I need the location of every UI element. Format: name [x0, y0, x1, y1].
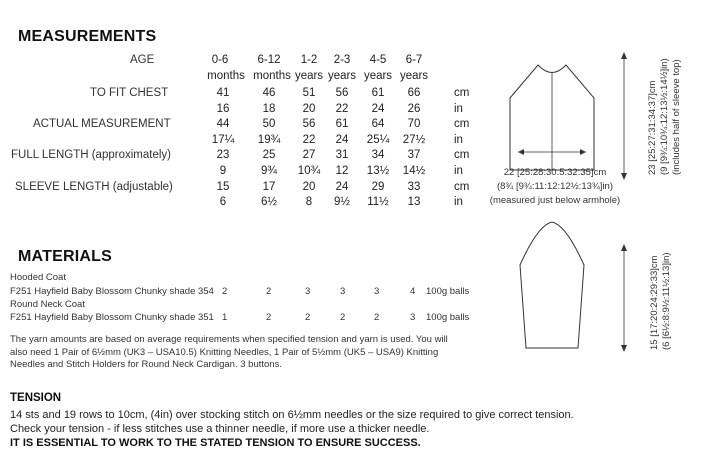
row-value: 41 — [216, 87, 230, 99]
row-value: 25 — [262, 149, 276, 162]
row-value: 34 — [371, 149, 385, 162]
size-bottom: years — [363, 70, 393, 82]
row-value: 8 — [305, 196, 313, 209]
tension-line2: Check your tension - if less stitches use a thinner needle, if more use a thicker needle. — [10, 423, 430, 435]
row-unit: cm — [454, 118, 470, 131]
material-quantity: 2 — [340, 312, 346, 323]
row-value: 12 — [335, 165, 349, 177]
measurements-heading: MEASUREMENTS — [18, 28, 157, 45]
size-bottom: months — [207, 70, 245, 82]
size-top: 0-6 — [211, 54, 229, 66]
material-quantity: 1 — [222, 312, 228, 323]
body-length-in: (9 [9¾:10¾:12:13½:14½]in) — [659, 58, 670, 175]
material-quantity: 3 — [305, 286, 311, 297]
row-value: 24 — [371, 102, 385, 115]
row-value: 20 — [302, 180, 316, 193]
row-unit: cm — [454, 87, 470, 99]
tension-line1: 14 sts and 19 rows to 10cm, (4in) over stocking stitch on 6½mm needles or the size required to give correct tension. — [10, 409, 574, 421]
sleeve-length-cm: 15 [17:20:24:29:33]cm — [649, 255, 660, 350]
row-value: 19¾ — [257, 133, 281, 146]
row-value: 6 — [219, 196, 227, 209]
size-bottom: months — [253, 70, 291, 82]
row-value: 18 — [262, 102, 276, 115]
row-value: 13 — [407, 196, 421, 209]
row-unit: cm — [454, 180, 470, 193]
material-quantity: 2 — [266, 312, 272, 323]
row-value: 17¼ — [211, 133, 235, 146]
row-value: 70 — [407, 118, 421, 131]
row-value: 56 — [302, 118, 316, 131]
row-value: 10¾ — [297, 165, 321, 177]
row-value: 20 — [302, 102, 316, 115]
material-quantity: 2 — [374, 312, 380, 323]
material-yarn: F251 Hayfield Baby Blossom Chunky shade 354 — [10, 286, 214, 297]
row-value: 56 — [335, 87, 349, 99]
material-quantity: 3 — [410, 312, 416, 323]
row-label: TO FIT CHEST — [90, 87, 169, 99]
sleeve-outline — [520, 222, 584, 348]
row-value: 14½ — [402, 165, 426, 177]
row-value: 33 — [407, 180, 421, 193]
body-width-note: (measured just below armhole) — [489, 195, 621, 206]
row-label: FULL LENGTH (approximately) — [11, 149, 171, 162]
material-title: Hooded Coat — [10, 272, 66, 283]
row-unit: in — [454, 133, 463, 146]
tension-line3: IT IS ESSENTIAL TO WORK TO THE STATED TENSION TO ENSURE SUCCESS. — [10, 437, 421, 449]
material-quantity: 2 — [305, 312, 311, 323]
row-value: 15 — [216, 180, 230, 193]
row-value: 51 — [302, 87, 316, 99]
material-quantity: 3 — [340, 286, 346, 297]
material-unit: 100g balls — [426, 312, 470, 323]
row-value: 6½ — [261, 196, 277, 209]
row-value: 24 — [335, 180, 349, 193]
material-quantity: 3 — [374, 286, 380, 297]
size-top: 4-5 — [369, 54, 387, 66]
row-value: 24 — [335, 133, 349, 146]
age-label: AGE — [130, 54, 155, 66]
row-value: 23 — [216, 149, 230, 162]
row-value: 66 — [407, 87, 421, 99]
tension-heading: TENSION — [10, 392, 62, 404]
row-unit: in — [454, 196, 463, 209]
row-value: 17 — [262, 180, 276, 193]
size-bottom: years — [327, 70, 357, 82]
body-length-note: (includes half of sleeve top) — [671, 59, 682, 175]
size-top: 2-3 — [333, 54, 351, 66]
size-top: 1-2 — [300, 54, 318, 66]
row-value: 31 — [335, 149, 349, 162]
material-title: Round Neck Coat — [10, 299, 85, 310]
material-quantity: 2 — [222, 286, 228, 297]
row-value: 16 — [216, 102, 230, 115]
row-value: 22 — [302, 133, 316, 146]
material-quantity: 2 — [266, 286, 272, 297]
body-length-cm: 23 [25:27:31:34:37]cm — [647, 80, 658, 175]
size-bottom: years — [399, 70, 429, 82]
row-value: 9 — [219, 165, 227, 177]
row-unit: in — [454, 165, 463, 177]
materials-heading: MATERIALS — [18, 248, 112, 265]
size-bottom: years — [294, 70, 324, 82]
materials-note: The yarn amounts are based on average requirements when specified tension and yarn is used. You will also need 1 Pair of 6½mm (UK3 – USA10.5) Knitting Needles, 1 Pair of 5½mm (UK5 – USA9) Knitting Needles and Stitch Holders for Round Neck Cardigan. 3 buttons. — [10, 334, 448, 370]
row-value: 27½ — [402, 133, 426, 146]
row-value: 44 — [216, 118, 230, 131]
row-value: 37 — [407, 149, 421, 162]
row-value: 27 — [302, 149, 316, 162]
row-value: 13½ — [366, 165, 390, 177]
row-value: 11½ — [367, 196, 389, 209]
row-value: 46 — [262, 87, 276, 99]
row-value: 26 — [407, 102, 421, 115]
row-unit: cm — [454, 149, 470, 162]
row-value: 25¼ — [366, 133, 390, 146]
row-value: 9½ — [334, 196, 350, 209]
row-value: 64 — [371, 118, 385, 131]
row-value: 29 — [371, 180, 385, 193]
material-yarn: F251 Hayfield Baby Blossom Chunky shade 351 — [10, 312, 214, 323]
sleeve-length-in: (6 [6½:8:9½:11½:13]in) — [661, 252, 672, 350]
row-label: SLEEVE LENGTH (adjustable) — [15, 180, 173, 193]
row-value: 61 — [335, 118, 349, 131]
material-unit: 100g balls — [426, 286, 470, 297]
row-value: 9¾ — [261, 165, 277, 177]
size-top: 6-7 — [405, 54, 423, 66]
row-value: 61 — [371, 87, 385, 99]
row-unit: in — [454, 102, 463, 115]
body-width-in: (8¾ [9¾:11:12:12½:13¾]in) — [496, 181, 614, 192]
row-value: 50 — [262, 118, 276, 131]
body-width-cm: 22 [25:28:30.5:32:35]cm — [503, 167, 607, 178]
row-value: 22 — [335, 102, 349, 115]
material-quantity: 4 — [410, 286, 416, 297]
size-top: 6-12 — [257, 54, 281, 66]
row-label: ACTUAL MEASUREMENT — [33, 118, 171, 131]
